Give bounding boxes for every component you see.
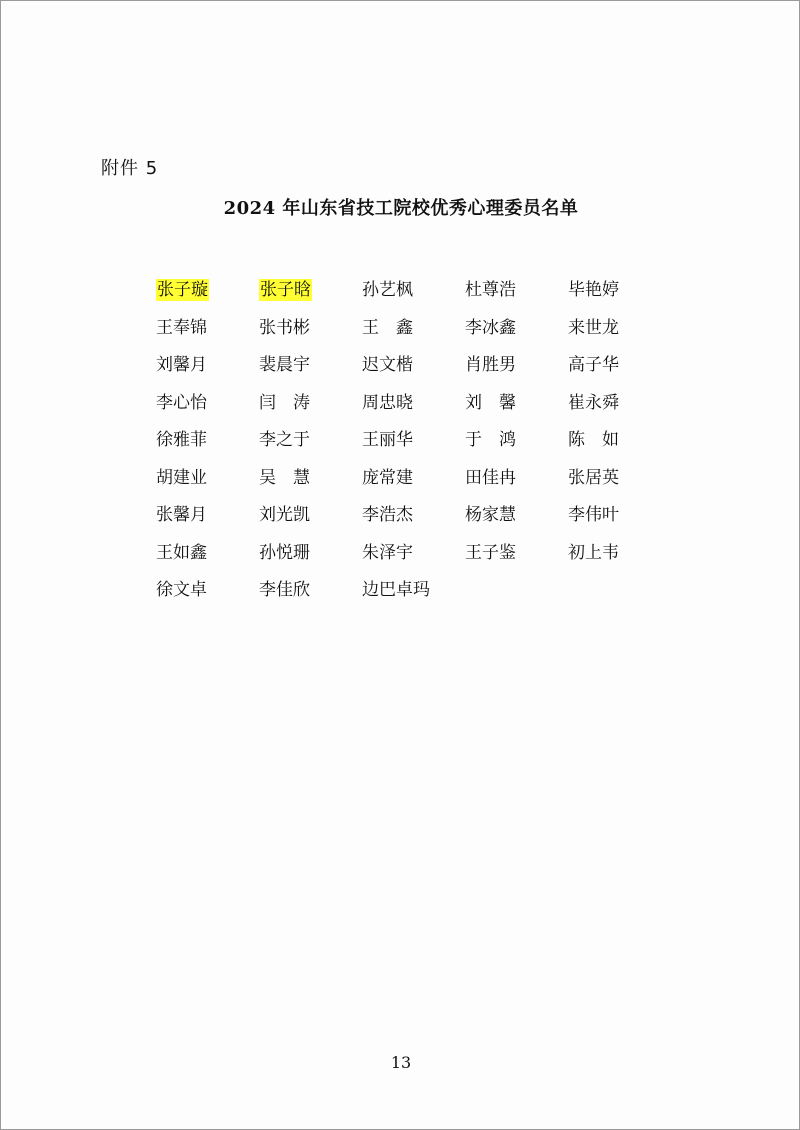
name-cell — [362, 275, 465, 300]
name-cell — [259, 500, 362, 525]
name-row — [156, 532, 676, 570]
name-cell — [259, 275, 362, 300]
name-cell — [362, 350, 465, 375]
name: 王 鑫 — [362, 317, 413, 338]
name: 孙悦珊 — [259, 542, 310, 563]
name: 边巴卓玛 — [362, 580, 430, 601]
name-cell — [362, 313, 465, 338]
name: 刘馨月 — [156, 355, 207, 376]
name-cell — [568, 425, 671, 450]
name-row — [156, 569, 676, 607]
name-cell — [362, 425, 465, 450]
name-cell — [465, 388, 568, 413]
name: 裴晨宇 — [259, 355, 310, 376]
name-cell — [362, 388, 465, 413]
name-cell — [259, 425, 362, 450]
name-cell — [465, 350, 568, 375]
name: 胡建业 — [156, 467, 207, 488]
name-cell — [156, 313, 259, 338]
name-cell — [259, 350, 362, 375]
name-cell — [568, 388, 671, 413]
name-row — [156, 382, 676, 420]
name: 杜尊浩 — [465, 280, 516, 301]
name: 初上韦 — [568, 542, 619, 563]
name-cell — [156, 425, 259, 450]
name: 李心怡 — [156, 392, 207, 413]
name: 孙艺枫 — [362, 280, 413, 301]
name: 陈 如 — [568, 430, 619, 451]
name: 朱泽宇 — [362, 542, 413, 563]
name-row — [156, 419, 676, 457]
name: 肖胜男 — [465, 355, 516, 376]
highlighted-name: 张子璇 — [157, 280, 208, 301]
name-cell — [156, 463, 259, 488]
name-cell — [156, 500, 259, 525]
name-cell — [568, 500, 671, 525]
name: 李佳欣 — [259, 580, 310, 601]
name-cell — [465, 275, 568, 300]
page-title: 2024 年山东省技工院校优秀心理委员名单 — [223, 198, 579, 219]
name: 来世龙 — [568, 317, 619, 338]
name-row — [156, 307, 676, 345]
name-cell — [156, 388, 259, 413]
name-cell — [259, 463, 362, 488]
name-cell — [156, 538, 259, 563]
name-cell — [362, 538, 465, 563]
name-cell — [465, 463, 568, 488]
name-row — [156, 269, 676, 307]
highlighted-name: 张子晗 — [260, 280, 311, 301]
name: 吴 慧 — [259, 467, 310, 488]
attachment-label: 附件 5 — [101, 158, 159, 179]
name-row — [156, 344, 676, 382]
name-cell — [156, 350, 259, 375]
name-cell — [568, 275, 671, 300]
name: 杨家慧 — [465, 505, 516, 526]
name-cell — [259, 313, 362, 338]
name: 张馨月 — [156, 505, 207, 526]
name: 徐文卓 — [156, 580, 207, 601]
name-cell — [362, 463, 465, 488]
name-cell — [156, 275, 259, 300]
name-cell — [259, 388, 362, 413]
name: 王奉锦 — [156, 317, 207, 338]
name: 周忠晓 — [362, 392, 413, 413]
name-cell — [259, 538, 362, 563]
name: 李之于 — [259, 430, 310, 451]
name: 李冰鑫 — [465, 317, 516, 338]
name: 高子华 — [568, 355, 619, 376]
name-cell — [568, 313, 671, 338]
name-row — [156, 457, 676, 495]
name-cell — [259, 575, 362, 600]
name-cell — [568, 350, 671, 375]
name: 李伟叶 — [568, 505, 619, 526]
name: 刘光凯 — [259, 505, 310, 526]
name: 于 鸿 — [465, 430, 516, 451]
name: 王子鉴 — [465, 542, 516, 563]
name-cell — [465, 313, 568, 338]
name: 李浩杰 — [362, 505, 413, 526]
name: 张书彬 — [259, 317, 310, 338]
name: 王如鑫 — [156, 542, 207, 563]
name-cell — [568, 463, 671, 488]
name: 田佳冉 — [465, 467, 516, 488]
name-cell — [156, 575, 259, 600]
name-cell — [362, 575, 465, 600]
name: 闫 涛 — [259, 392, 310, 413]
name: 迟文楷 — [362, 355, 413, 376]
name-cell — [465, 500, 568, 525]
name-cell — [465, 538, 568, 563]
name: 刘 馨 — [465, 392, 516, 413]
name: 毕艳婷 — [568, 280, 619, 301]
name: 徐雅菲 — [156, 430, 207, 451]
name-cell — [568, 538, 671, 563]
name: 庞常建 — [362, 467, 413, 488]
name-row — [156, 494, 676, 532]
name: 张居英 — [568, 467, 619, 488]
name-list — [156, 269, 676, 607]
name-cell — [465, 425, 568, 450]
page-number: 13 — [390, 1053, 412, 1072]
name-cell — [362, 500, 465, 525]
name: 王丽华 — [362, 430, 413, 451]
name: 崔永舜 — [568, 392, 619, 413]
